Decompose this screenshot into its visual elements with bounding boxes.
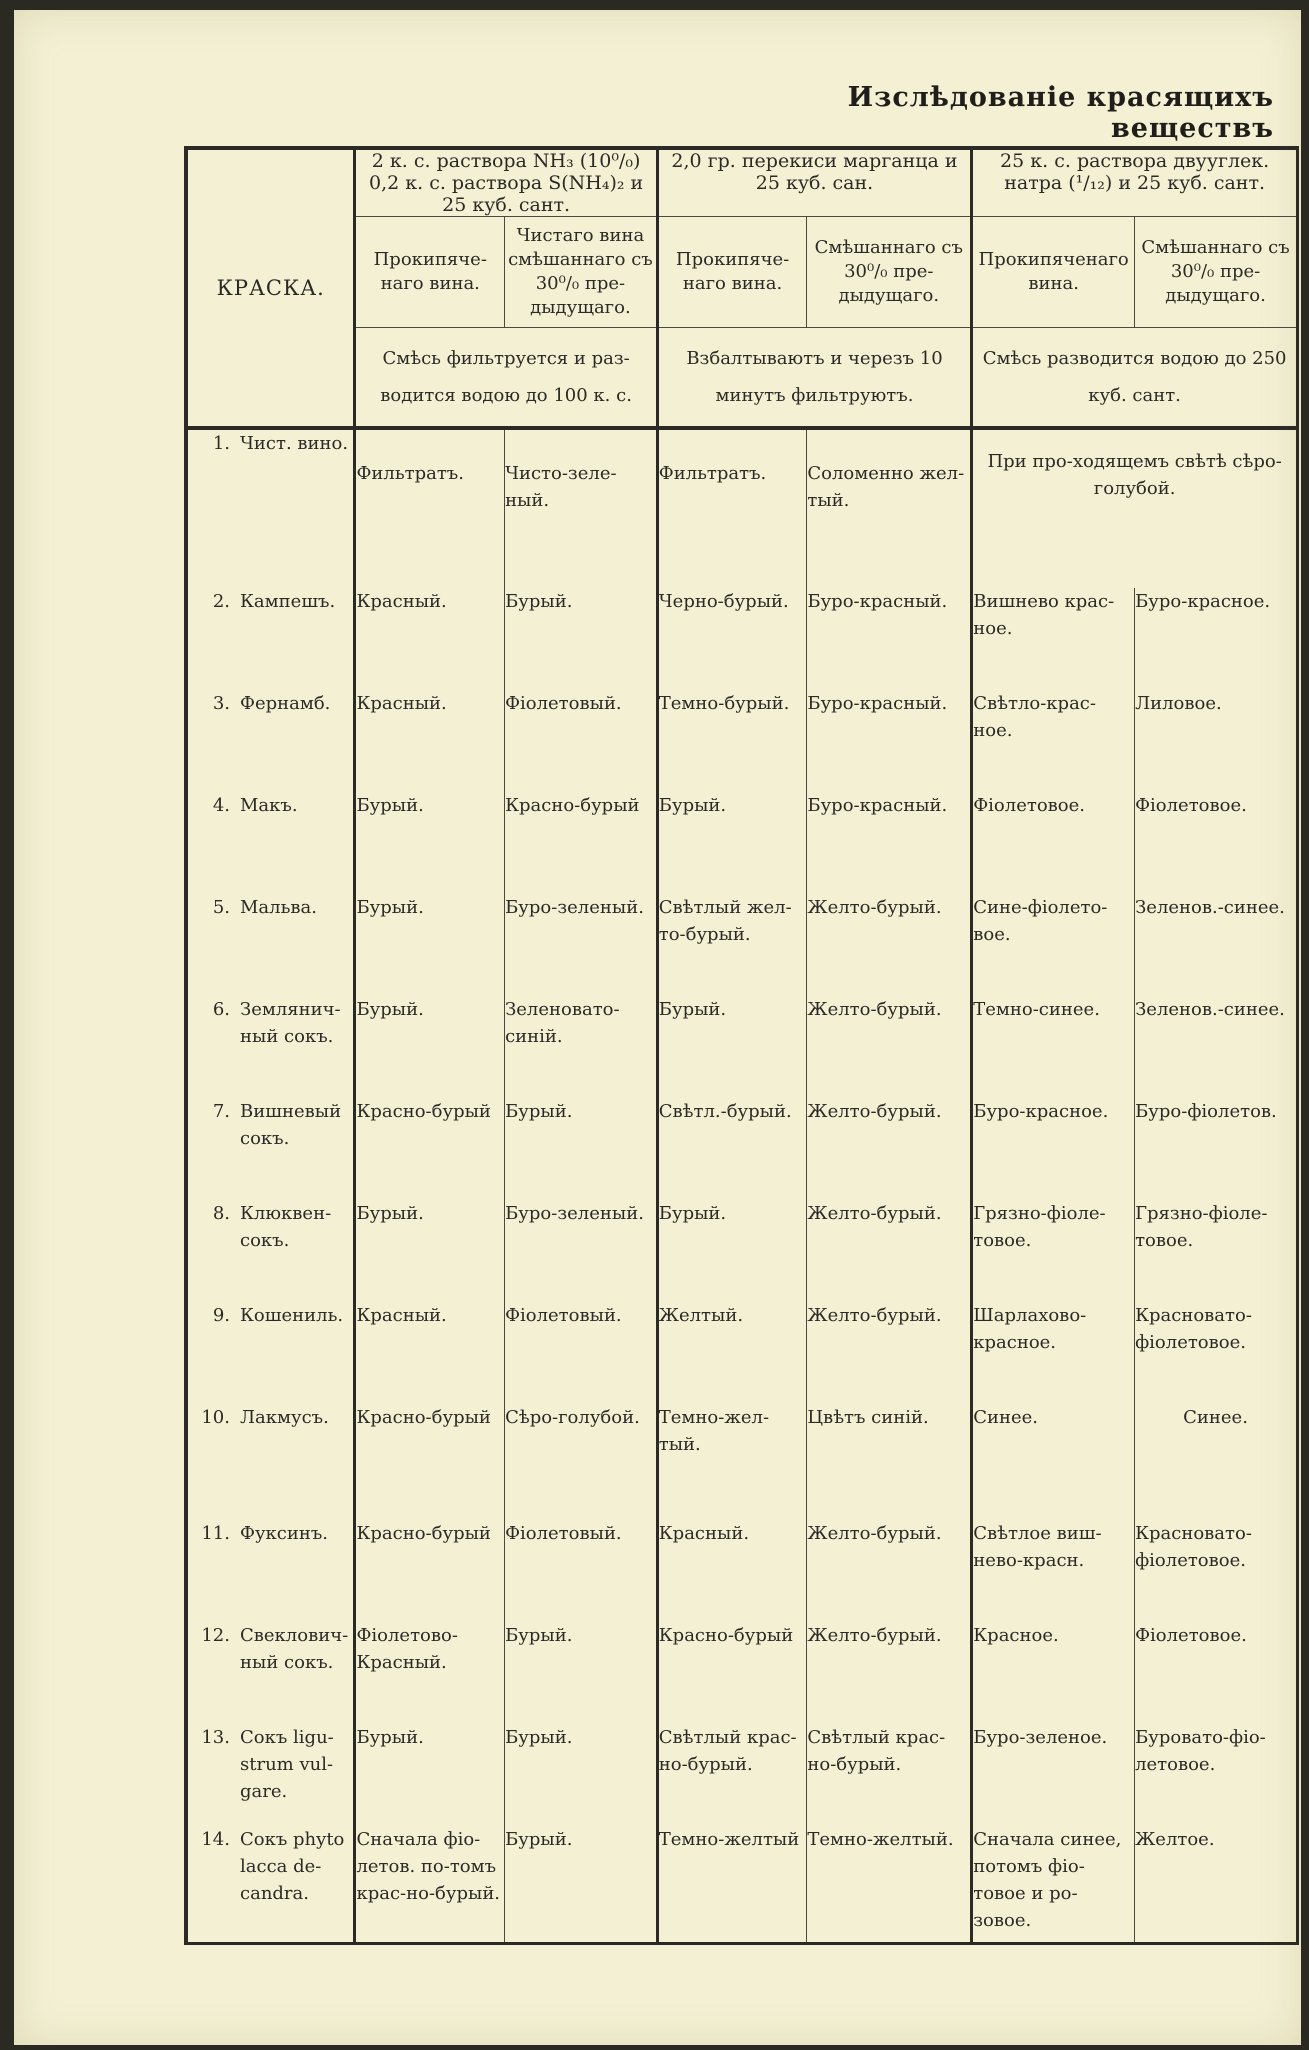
sub-header-2-2: Смѣшаннаго съ 30⁰/₀ пре-дыдущаго. bbox=[807, 217, 972, 328]
dye-name-cell bbox=[186, 1622, 355, 1724]
result-cell: Свѣтло-крас-ное. bbox=[972, 690, 1135, 792]
result-cell: Желто-бурый. bbox=[807, 996, 972, 1098]
result-cell: Желтый. bbox=[657, 1302, 807, 1404]
dye-name: Кампешъ. bbox=[240, 591, 336, 612]
page-sheet bbox=[14, 10, 1301, 2045]
row-number: 14. bbox=[201, 1829, 230, 1850]
dye-name: Вишневый сокъ. bbox=[240, 1101, 342, 1149]
sub-header-1-2: Чистаго вина смѣшаннаго съ 30⁰/₀ пре-дыдущаго. bbox=[505, 217, 658, 328]
result-cell: Буро-красный. bbox=[807, 690, 972, 792]
result-cell: Соломенно жел-тый. bbox=[807, 428, 972, 588]
dye-name: Клюквен-сокъ. bbox=[240, 1203, 332, 1251]
result-cell: Красно-бурый bbox=[355, 1520, 505, 1622]
result-cell: Буро-зеленый. bbox=[505, 894, 658, 996]
result-cell: Бурый. bbox=[657, 1200, 807, 1302]
result-cell: При про-ходящемъ свѣтѣ сѣро-голубой. bbox=[972, 428, 1298, 588]
row-number: 12. bbox=[201, 1625, 230, 1646]
result-cell: Фіолетовое. bbox=[1135, 1622, 1298, 1724]
result-cell: Фіолетовый. bbox=[505, 690, 658, 792]
dye-name: Лакмусъ. bbox=[240, 1407, 329, 1428]
table-row bbox=[186, 1520, 1298, 1622]
result-cell: Красный. bbox=[355, 1302, 505, 1404]
dye-name: Мальва. bbox=[240, 897, 317, 918]
sub-header-3-2: Смѣшаннаго съ 30⁰/₀ пре-дыдущаго. bbox=[1135, 217, 1298, 328]
result-cell: Красный. bbox=[355, 588, 505, 690]
result-cell: Бурый. bbox=[505, 1826, 658, 1944]
row-number: 8. bbox=[212, 1203, 230, 1224]
result-cell: Бурый. bbox=[505, 1724, 658, 1826]
row-number: 3. bbox=[212, 693, 230, 714]
dye-name-cell bbox=[186, 1520, 355, 1622]
row-number: 4. bbox=[212, 795, 230, 816]
result-cell: Грязно-фіоле-товое. bbox=[1135, 1200, 1298, 1302]
result-cell: Темно-синее. bbox=[972, 996, 1135, 1098]
row-number: 5. bbox=[212, 897, 230, 918]
dye-name-cell bbox=[186, 690, 355, 792]
result-cell: Красный. bbox=[355, 690, 505, 792]
result-cell: Бурый. bbox=[355, 1724, 505, 1826]
table-row bbox=[186, 1404, 1298, 1520]
row-number: 7. bbox=[212, 1101, 230, 1122]
result-cell: Фильтратъ. bbox=[657, 428, 807, 588]
row-number: 13. bbox=[201, 1727, 230, 1748]
dye-research-table bbox=[184, 146, 1299, 1945]
result-cell: Бурый. bbox=[657, 996, 807, 1098]
column-header-kraska: КРАСКА. bbox=[186, 148, 355, 428]
table-row bbox=[186, 428, 1298, 588]
dye-name-cell bbox=[186, 1098, 355, 1200]
result-cell: Желто-бурый. bbox=[807, 1098, 972, 1200]
dye-name-cell bbox=[186, 1724, 355, 1826]
result-cell: Бурый. bbox=[355, 894, 505, 996]
dye-name: Чист. вино. bbox=[240, 433, 349, 454]
dye-name-cell bbox=[186, 1200, 355, 1302]
result-cell: Фіолетовый. bbox=[505, 1302, 658, 1404]
row-number: 2. bbox=[212, 591, 230, 612]
sub-header-1-1: Прокипяче-наго вина. bbox=[355, 217, 505, 328]
dye-name: Фернамб. bbox=[240, 693, 331, 714]
result-cell: Красно-бурый bbox=[355, 1098, 505, 1200]
dye-name: Сокъ phyto lacca de-candra. bbox=[240, 1829, 345, 1904]
table-row bbox=[186, 996, 1298, 1098]
table-row bbox=[186, 894, 1298, 996]
result-cell: Фіолетовое. bbox=[1135, 792, 1298, 894]
result-cell: Бурый. bbox=[355, 996, 505, 1098]
table-row bbox=[186, 588, 1298, 690]
dye-name-cell bbox=[186, 428, 355, 588]
result-cell: Желто-бурый. bbox=[807, 1622, 972, 1724]
sub-header-2-1: Прокипяче-наго вина. bbox=[657, 217, 807, 328]
result-cell: Красновато-фіолетовое. bbox=[1135, 1302, 1298, 1404]
result-cell: Зеленовато-синій. bbox=[505, 996, 658, 1098]
result-cell: Сначала фіо-летов. по-томъ крас-но-бурый. bbox=[355, 1826, 505, 1944]
note-1: Смѣсь фильтруется и раз-водится водою до 100 к. с. bbox=[355, 328, 657, 429]
result-cell: Чисто-зеле-ный. bbox=[505, 428, 658, 588]
sub-header-3-1: Прокипяченаго вина. bbox=[972, 217, 1135, 328]
group-header-3: 25 к. с. раствора двууглек. натра (¹/₁₂) и 25 куб. сант. bbox=[972, 148, 1298, 217]
result-cell: Буро-красное. bbox=[1135, 588, 1298, 690]
dye-name-cell bbox=[186, 894, 355, 996]
result-cell: Лиловое. bbox=[1135, 690, 1298, 792]
result-cell: Буро-фіолетов. bbox=[1135, 1098, 1298, 1200]
row-number: 6. bbox=[212, 999, 230, 1020]
dye-name: Сокъ ligu-strum vul-gare. bbox=[240, 1727, 334, 1802]
table-row bbox=[186, 1826, 1298, 1944]
result-cell: Красно-бурый bbox=[355, 1404, 505, 1520]
dye-name-cell bbox=[186, 792, 355, 894]
group-header-1: 2 к. с. раствора NH₃ (10⁰/₀) 0,2 к. с. раствора S(NH₄)₂ и 25 куб. сант. bbox=[355, 148, 657, 217]
dye-name: Свеклович-ный сокъ. bbox=[240, 1625, 349, 1673]
row-number: 9. bbox=[212, 1305, 230, 1326]
result-cell: Зеленов.-синее. bbox=[1135, 996, 1298, 1098]
table-row bbox=[186, 1098, 1298, 1200]
result-cell: Красно-бурый bbox=[505, 792, 658, 894]
result-cell: Фіолетово-Красный. bbox=[355, 1622, 505, 1724]
result-cell: Красное. bbox=[972, 1622, 1135, 1724]
result-cell: Красновато-фіолетовое. bbox=[1135, 1520, 1298, 1622]
result-cell: Грязно-фіоле-товое. bbox=[972, 1200, 1135, 1302]
dye-name: Землянич-ный сокъ. bbox=[240, 999, 341, 1047]
table-row bbox=[186, 1302, 1298, 1404]
result-cell: Свѣтлый крас-но-бурый. bbox=[657, 1724, 807, 1826]
dye-name: Кошениль. bbox=[240, 1305, 344, 1326]
result-cell: Темно-жел-тый. bbox=[657, 1404, 807, 1520]
result-cell: Бурый. bbox=[355, 1200, 505, 1302]
dye-name-cell bbox=[186, 1826, 355, 1944]
result-cell: Черно-бурый. bbox=[657, 588, 807, 690]
group-header-2: 2,0 гр. перекиси марганца и 25 куб. сан. bbox=[657, 148, 971, 217]
result-cell: Свѣтл.-бурый. bbox=[657, 1098, 807, 1200]
result-cell: Сине-фіолето-вое. bbox=[972, 894, 1135, 996]
result-cell: Свѣтлый жел-то-бурый. bbox=[657, 894, 807, 996]
dye-name-cell bbox=[186, 1404, 355, 1520]
result-cell: Цвѣтъ синій. bbox=[807, 1404, 972, 1520]
result-cell: Сначала синее, потомъ фіо-товое и ро-зовое. bbox=[972, 1826, 1135, 1944]
result-cell: Свѣтлое виш-нево-красн. bbox=[972, 1520, 1135, 1622]
note-3: Смѣсь разводится водою до 250 куб. сант. bbox=[972, 328, 1298, 429]
result-cell: Желто-бурый. bbox=[807, 894, 972, 996]
result-cell: Красно-бурый bbox=[657, 1622, 807, 1724]
dye-name: Макъ. bbox=[240, 795, 298, 816]
header-row-groups bbox=[186, 148, 1298, 217]
result-cell: Желто-бурый. bbox=[807, 1200, 972, 1302]
dye-name: Фуксинъ. bbox=[240, 1523, 329, 1544]
result-cell: Буро-зеленый. bbox=[505, 1200, 658, 1302]
dye-name-cell bbox=[186, 588, 355, 690]
result-cell: Буро-красный. bbox=[807, 588, 972, 690]
result-cell: Красный. bbox=[657, 1520, 807, 1622]
result-cell: Темно-желтый. bbox=[807, 1826, 972, 1944]
result-cell: Бурый. bbox=[505, 1098, 658, 1200]
result-cell: Фіолетовое. bbox=[972, 792, 1135, 894]
page-title: Изслѣдованіе красящихъ веществъ bbox=[847, 82, 1274, 144]
result-cell: Зеленов.-синее. bbox=[1135, 894, 1298, 996]
result-cell: Буро-зеленое. bbox=[972, 1724, 1135, 1826]
result-cell: Бурый. bbox=[505, 1622, 658, 1724]
result-cell: Желто-бурый. bbox=[807, 1520, 972, 1622]
result-cell: Буро-красный. bbox=[807, 792, 972, 894]
table-row bbox=[186, 792, 1298, 894]
result-cell: Вишнево крас-ное. bbox=[972, 588, 1135, 690]
result-cell: Синее. bbox=[1135, 1404, 1298, 1520]
result-cell: Бурый. bbox=[657, 792, 807, 894]
result-cell: Шарлахово-красное. bbox=[972, 1302, 1135, 1404]
table-row bbox=[186, 1724, 1298, 1826]
result-cell: Фильтратъ. bbox=[355, 428, 505, 588]
dye-name-cell bbox=[186, 996, 355, 1098]
result-cell: Сѣро-голубой. bbox=[505, 1404, 658, 1520]
table-row bbox=[186, 690, 1298, 792]
table-row bbox=[186, 1622, 1298, 1724]
result-cell: Буро-красное. bbox=[972, 1098, 1135, 1200]
result-cell: Желто-бурый. bbox=[807, 1302, 972, 1404]
note-2: Взбалтываютъ и черезъ 10 минутъ фильтруютъ. bbox=[657, 328, 971, 429]
result-cell: Свѣтлый крас-но-бурый. bbox=[807, 1724, 972, 1826]
result-cell: Буровато-фіо-летовое. bbox=[1135, 1724, 1298, 1826]
result-cell: Бурый. bbox=[505, 588, 658, 690]
result-cell: Желтое. bbox=[1135, 1826, 1298, 1944]
row-number: 10. bbox=[201, 1407, 230, 1428]
result-cell: Темно-бурый. bbox=[657, 690, 807, 792]
row-number: 1. bbox=[212, 433, 230, 454]
table-row bbox=[186, 1200, 1298, 1302]
result-cell: Бурый. bbox=[355, 792, 505, 894]
dye-name-cell bbox=[186, 1302, 355, 1404]
row-number: 11. bbox=[201, 1523, 230, 1544]
result-cell: Темно-желтый bbox=[657, 1826, 807, 1944]
result-cell: Синее. bbox=[972, 1404, 1135, 1520]
result-cell: Фіолетовый. bbox=[505, 1520, 658, 1622]
